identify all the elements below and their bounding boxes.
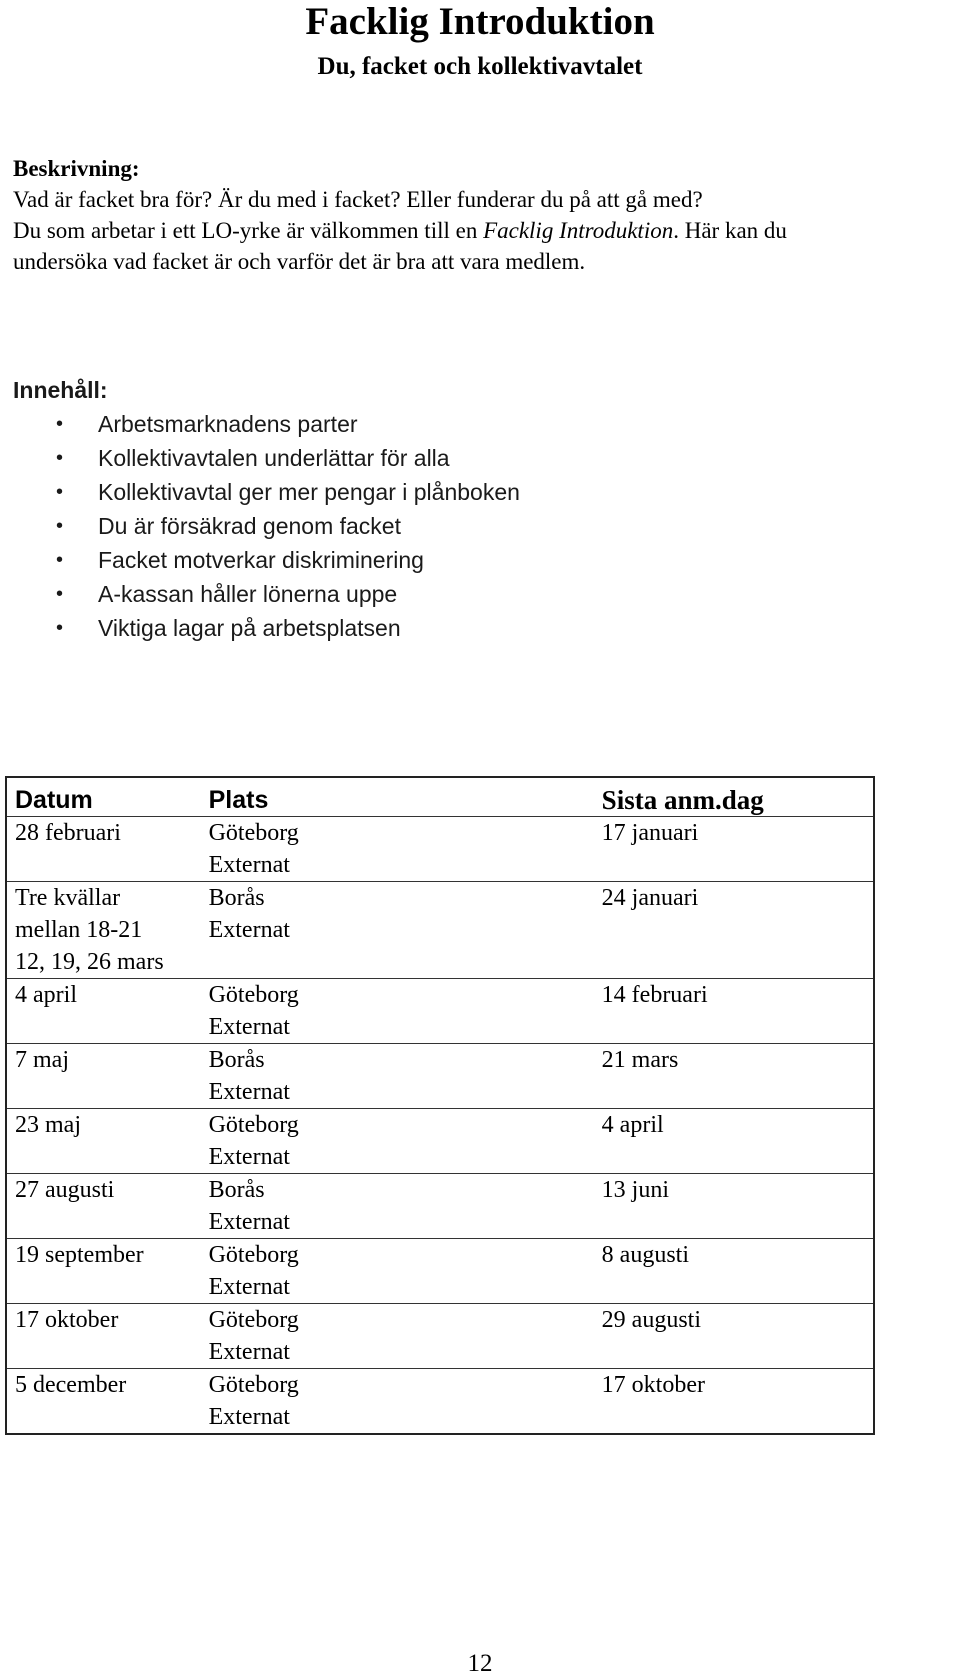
place-cell [201, 1174, 594, 1239]
place-cell-line: Externat [208, 1079, 290, 1105]
date-cell-line: 17 oktober [15, 1307, 119, 1333]
description-line-1: Vad är facket bra för? Är du med i facket? Eller funderar du på att gå med? [13, 187, 703, 212]
contents-label: Innehåll: [13, 377, 108, 403]
contents-item [13, 543, 913, 577]
place-cell-line: Externat [208, 852, 290, 878]
contents-item [13, 475, 913, 509]
date-cell-line: 19 september [15, 1242, 144, 1268]
date-cell-line: 12, 19, 26 mars [15, 949, 164, 975]
place-cell-line: Borås [208, 1177, 265, 1203]
contents-item [13, 509, 913, 543]
description-line-3: undersöka vad facket är och varför det är bra att vara medlem. [13, 249, 586, 274]
date-cell-line: Tre kvällar [15, 885, 121, 911]
schedule-body [6, 817, 874, 1435]
place-cell-line: Göteborg [208, 820, 299, 846]
date-cell [6, 882, 201, 979]
place-cell-line: Göteborg [208, 1307, 299, 1333]
schedule-table [5, 776, 875, 1435]
deadline-cell: 4 april [594, 1109, 874, 1174]
date-cell-line: mellan 18-21 [15, 917, 143, 943]
place-cell-line: Göteborg [208, 982, 299, 1008]
contents-item-text: Kollektivavtalen underlättar för alla [98, 445, 450, 471]
contents-item-text: Viktiga lagar på arbetsplatsen [98, 615, 401, 641]
date-cell [6, 1174, 201, 1239]
date-cell [6, 1304, 201, 1369]
header-date: Datum [6, 777, 201, 817]
date-cell [6, 1239, 201, 1304]
place-cell-line: Externat [208, 1274, 290, 1300]
table-row [6, 1304, 874, 1369]
table-row [6, 882, 874, 979]
place-cell [201, 1304, 594, 1369]
place-cell [201, 1239, 594, 1304]
description-line-2-start: Du som arbetar i ett LO-yrke är välkommen till en [13, 218, 484, 243]
place-cell-line: Göteborg [208, 1372, 299, 1398]
date-cell-line: 23 maj [15, 1112, 81, 1138]
place-cell-line: Externat [208, 917, 290, 943]
place-cell-line: Externat [208, 1144, 290, 1170]
date-cell [6, 1109, 201, 1174]
place-cell-line: Göteborg [208, 1112, 299, 1138]
deadline-cell: 29 augusti [594, 1304, 874, 1369]
deadline-cell: 17 oktober [594, 1369, 874, 1435]
date-cell-line: 4 april [15, 982, 77, 1008]
deadline-cell: 8 augusti [594, 1239, 874, 1304]
contents-item-text: Kollektivavtal ger mer pengar i plånboken [98, 479, 520, 505]
date-cell [6, 979, 201, 1044]
place-cell [201, 1044, 594, 1109]
date-cell-line: 7 maj [15, 1047, 69, 1073]
contents-item-text: Arbetsmarknadens parter [98, 411, 358, 437]
deadline-cell: 17 januari [594, 817, 874, 882]
table-row [6, 1109, 874, 1174]
table-row [6, 1174, 874, 1239]
contents-item-text: Du är försäkrad genom facket [98, 513, 401, 539]
date-cell [6, 1369, 201, 1435]
place-cell [201, 1369, 594, 1435]
place-cell [201, 979, 594, 1044]
description-line-2 [13, 215, 943, 246]
bullet-icon: • [56, 515, 64, 537]
table-row [6, 1044, 874, 1109]
contents-item [13, 611, 913, 645]
page-subtitle: Du, facket och kollektivavtalet [317, 53, 643, 80]
header-deadline: Sista anm.dag [594, 777, 874, 817]
place-cell-line: Externat [208, 1404, 290, 1430]
page-title: Facklig Introduktion [305, 0, 655, 43]
header-place: Plats [201, 777, 594, 817]
table-row [6, 1369, 874, 1435]
date-cell [6, 817, 201, 882]
table-row [6, 817, 874, 882]
contents-section [13, 373, 913, 645]
date-cell-line: 27 augusti [15, 1177, 115, 1203]
bullet-icon: • [56, 617, 64, 639]
bullet-icon: • [56, 413, 64, 435]
bullet-icon: • [56, 549, 64, 571]
place-cell-line: Externat [208, 1014, 290, 1040]
date-cell-line: 5 december [15, 1372, 127, 1398]
contents-item-text: A-kassan håller lönerna uppe [98, 581, 398, 607]
page-number: 12 [467, 1650, 493, 1677]
date-cell-line: 28 februari [15, 820, 121, 846]
deadline-cell: 24 januari [594, 882, 874, 979]
place-cell-line: Borås [208, 1047, 265, 1073]
bullet-icon: • [56, 481, 64, 503]
deadline-cell: 21 mars [594, 1044, 874, 1109]
description-line-2-end: . Här kan du [673, 218, 787, 243]
course-name-emphasis: Facklig Introduktion [483, 218, 674, 243]
bullet-icon: • [56, 447, 64, 469]
contents-list [13, 407, 913, 645]
deadline-cell: 13 juni [594, 1174, 874, 1239]
contents-item [13, 577, 913, 611]
place-cell-line: Göteborg [208, 1242, 299, 1268]
description-label: Beskrivning: [13, 156, 140, 181]
place-cell [201, 882, 594, 979]
bullet-icon: • [56, 583, 64, 605]
place-cell-line: Externat [208, 1339, 290, 1365]
deadline-cell: 14 februari [594, 979, 874, 1044]
contents-item-text: Facket motverkar diskriminering [98, 547, 424, 573]
table-row [6, 1239, 874, 1304]
contents-item [13, 441, 913, 475]
schedule-header-row [6, 777, 874, 817]
place-cell-line: Borås [208, 885, 265, 911]
description-section [13, 153, 943, 277]
table-row [6, 979, 874, 1044]
place-cell-line: Externat [208, 1209, 290, 1235]
place-cell [201, 1109, 594, 1174]
date-cell [6, 1044, 201, 1109]
place-cell [201, 817, 594, 882]
contents-item [13, 407, 913, 441]
